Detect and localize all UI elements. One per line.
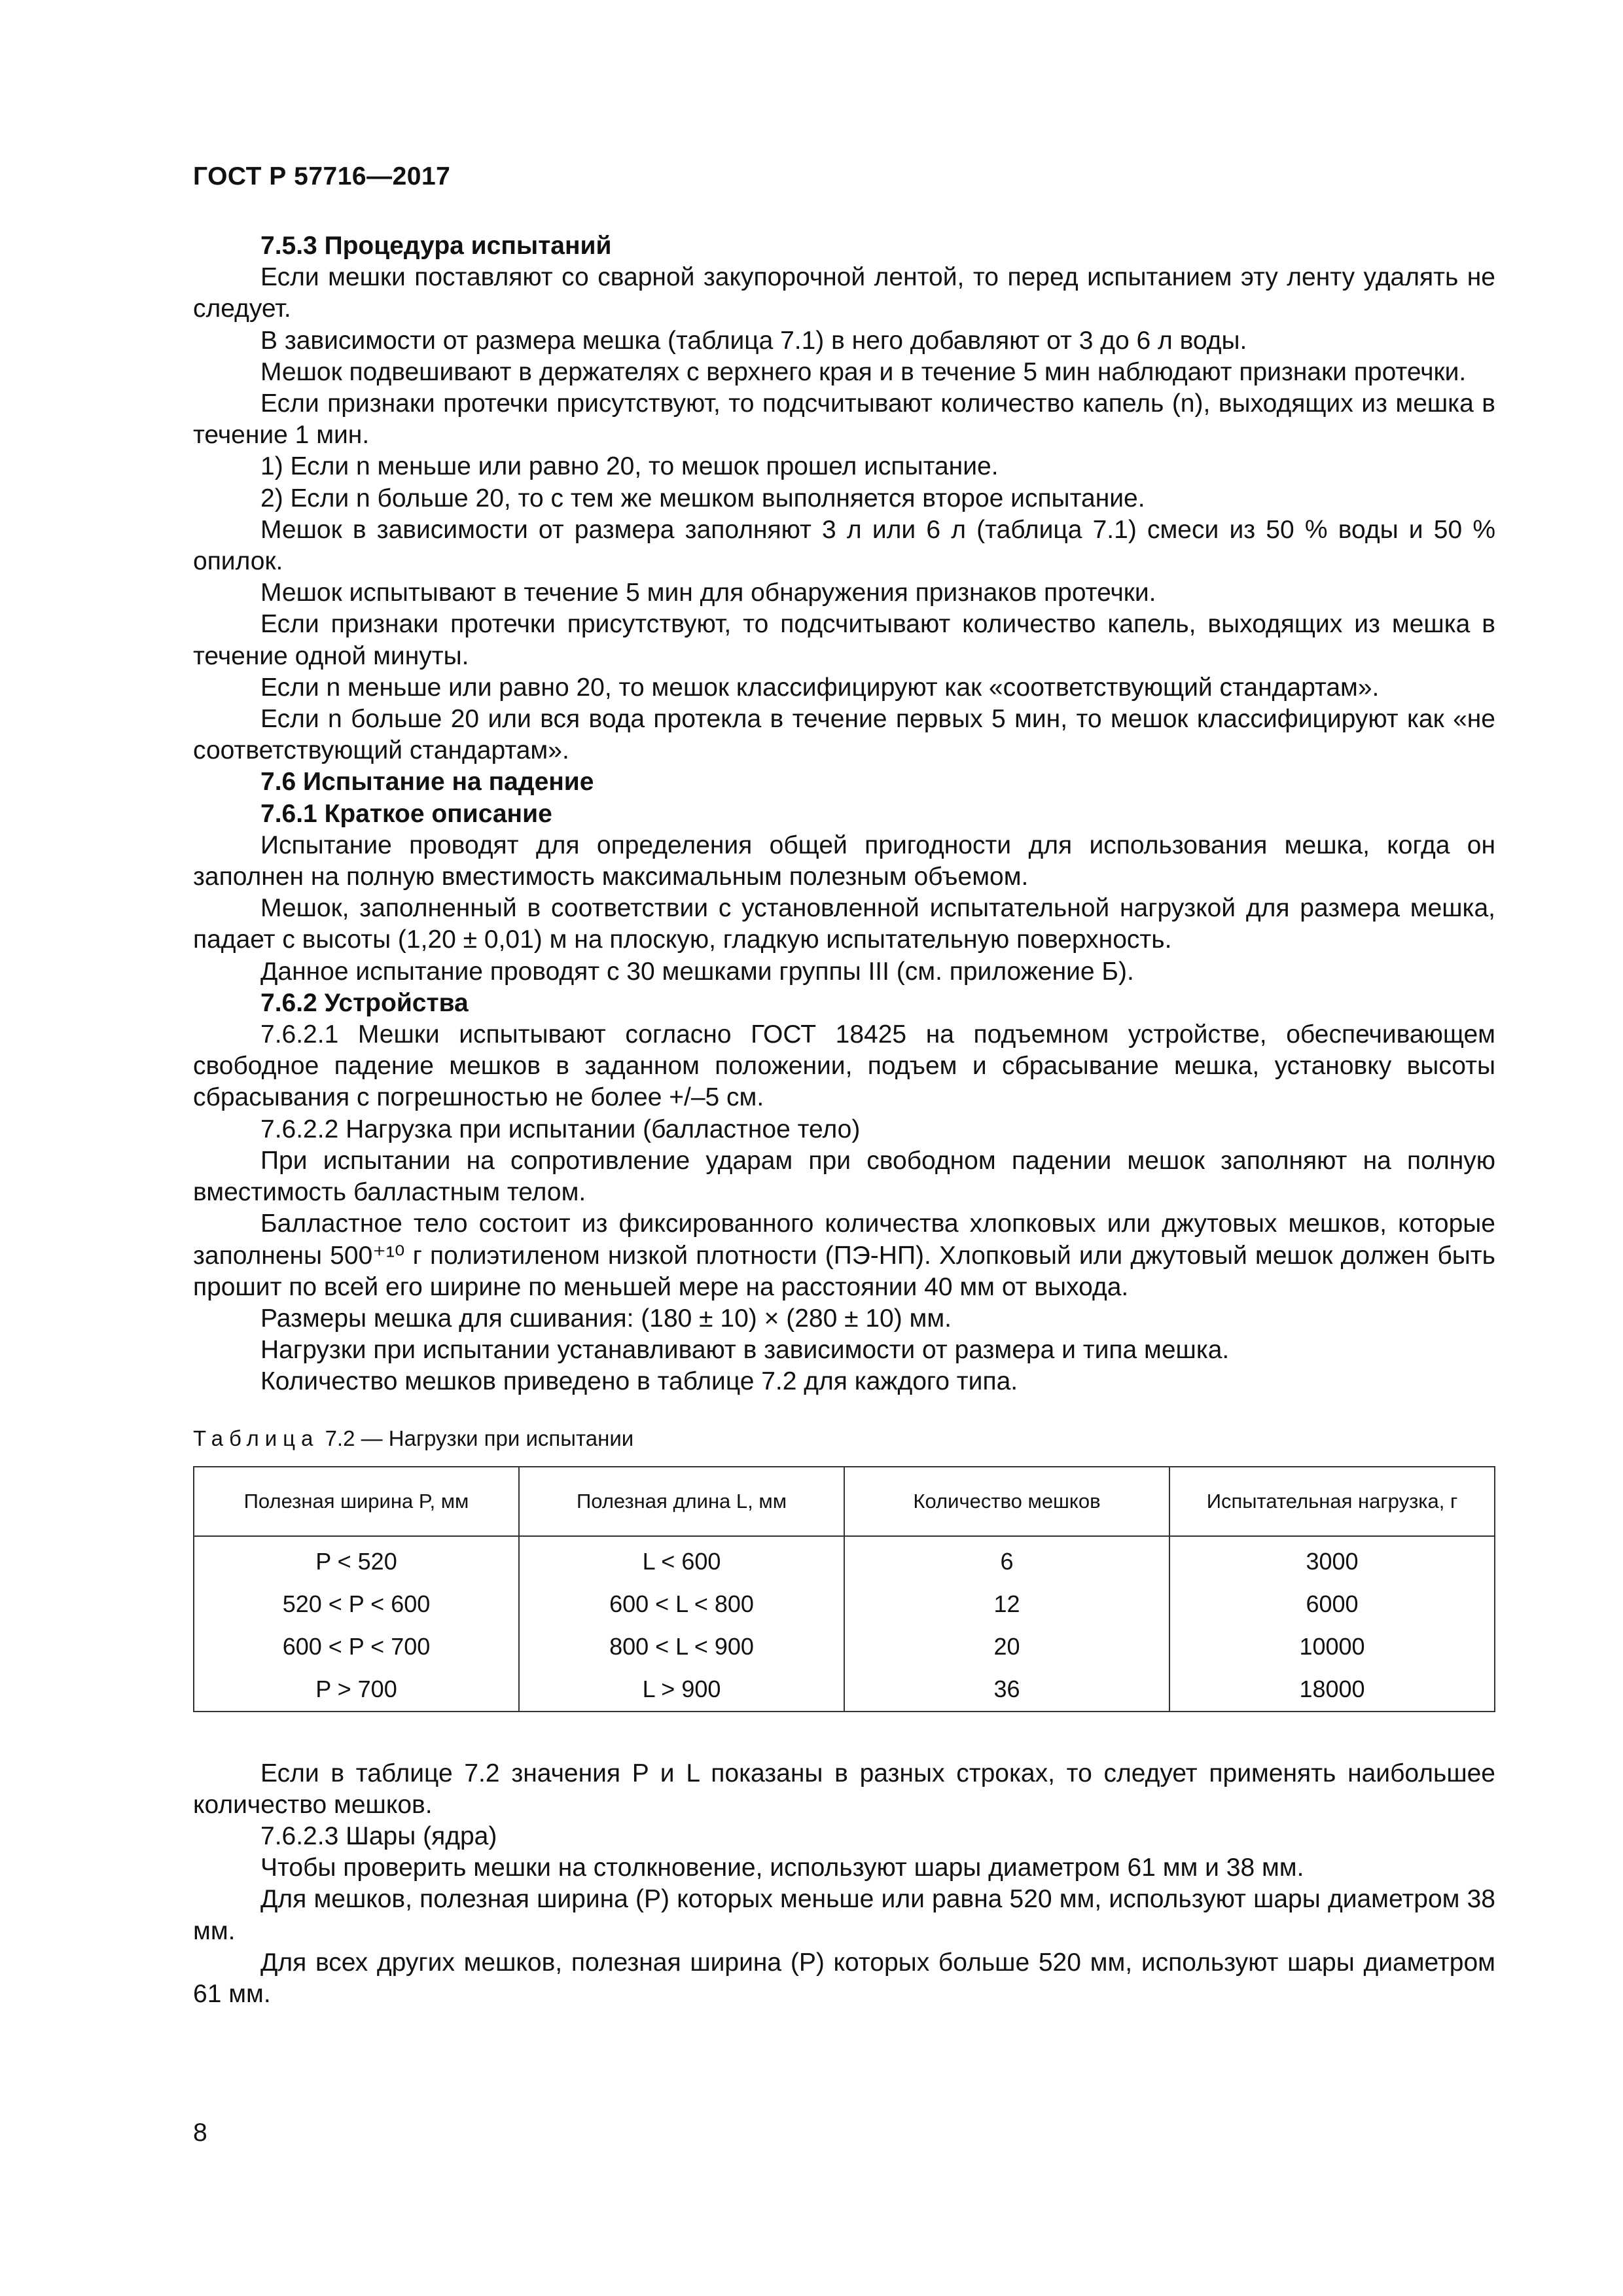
table-cell: 6000 <box>1169 1583 1495 1626</box>
paragraph: Чтобы проверить мешки на столкновение, используют шары диаметром 61 мм и 38 мм. <box>260 1854 1304 1882</box>
paragraph: Нагрузки при испытании устанавливают в зависимости от размера и типа мешка. <box>260 1336 1230 1365</box>
paragraph: Мешок испытывают в течение 5 мин для обнаружения признаков протечки. <box>260 579 1156 607</box>
table-header-cell: Количество мешков <box>844 1467 1169 1536</box>
loads-table <box>193 1466 1495 1712</box>
table-cell: P < 520 <box>194 1536 519 1583</box>
page-number: 8 <box>193 2119 207 2147</box>
paragraph: Испытание проводят для определения общей пригодности для использования мешка, когда он заполнен на полную вместимость максимальным полезным объемом. <box>193 831 1495 891</box>
table-header-cell: Полезная длина L, мм <box>519 1467 844 1536</box>
table-header-cell: Полезная ширина P, мм <box>194 1467 519 1536</box>
section-heading: 7.5.3 Процедура испытаний <box>260 232 612 260</box>
paragraph: 1) Если n меньше или равно 20, то мешок прошел испытание. <box>260 452 999 481</box>
table-cell: L < 600 <box>519 1536 844 1583</box>
paragraph: 7.6.2.2 Нагрузка при испытании (балластное тело) <box>260 1115 861 1143</box>
table-row <box>194 1583 1495 1626</box>
paragraph: Если в таблице 7.2 значения P и L показаны в разных строках, то следует применять наибольшее количество мешков. <box>193 1759 1495 1819</box>
paragraph: Балластное тело состоит из фиксированного количества хлопковых или джутовых мешков, которые заполнены 500⁺¹⁰ г полиэтиленом низкой плотности (ПЭ-НП). Хлопковый или джутовый мешок должен быть прошит по всей его ширине по меньшей мере на расстоянии 40 мм от выхода. <box>193 1210 1495 1301</box>
paragraph: Размеры мешка для сшивания: (180 ± 10) × (280 ± 10) мм. <box>260 1304 952 1333</box>
paragraph: Если признаки протечки присутствуют, то подсчитывают количество капель (n), выходящих из мешка в течение 1 мин. <box>193 389 1495 450</box>
table-cell: 600 < L < 800 <box>519 1583 844 1626</box>
paragraph: Данное испытание проводят с 30 мешками группы III (см. приложение Б). <box>260 957 1134 986</box>
table-cell: L > 900 <box>519 1668 844 1712</box>
section-heading: 7.6 Испытание на падение <box>260 768 594 797</box>
paragraph: Мешок в зависимости от размера заполняют 3 л или 6 л (таблица 7.1) смеси из 50 % воды и 50 % опилок. <box>193 515 1495 576</box>
paragraph: 7.6.2.3 Шары (ядра) <box>260 1821 497 1850</box>
section-heading: 7.6.2 Устройства <box>260 988 469 1017</box>
table-header-row <box>194 1467 1495 1536</box>
table-header-cell: Испытательная нагрузка, г <box>1169 1467 1495 1536</box>
table-row <box>194 1626 1495 1668</box>
paragraph: Для всех других мешков, полезная ширина (P) которых больше 520 мм, используют шары диаметром 61 мм. <box>193 1948 1495 2008</box>
document-header: ГОСТ Р 57716—2017 <box>193 162 451 190</box>
table-row <box>194 1536 1495 1583</box>
paragraph: Если n меньше или равно 20, то мешок классифицируют как «соответствующий стандартам». <box>260 673 1380 702</box>
table-cell: 18000 <box>1169 1668 1495 1712</box>
table-cell: 600 < P < 700 <box>194 1626 519 1668</box>
text-after-table <box>193 1758 1495 2011</box>
document-body <box>193 230 1495 2010</box>
paragraph: Если n больше 20 или вся вода протекла в течение первых 5 мин, то мешок классифицируют как «не соответствующий стандартам». <box>193 705 1495 765</box>
text-before-table <box>193 230 1495 1398</box>
table-cell: 6 <box>844 1536 1169 1583</box>
paragraph: 2) Если n больше 20, то с тем же мешком выполняется второе испытание. <box>260 484 1145 512</box>
paragraph: Если признаки протечки присутствуют, то подсчитывают количество капель, выходящих из мешка в течение одной минуты. <box>193 610 1495 670</box>
paragraph: В зависимости от размера мешка (таблица 7.1) в него добавляют от 3 до 6 л воды. <box>260 326 1247 355</box>
section-heading: 7.6.1 Краткое описание <box>260 799 552 828</box>
table-cell: 520 < P < 600 <box>194 1583 519 1626</box>
table-cell: 36 <box>844 1668 1169 1712</box>
table-cell: 12 <box>844 1583 1169 1626</box>
table-cell: 10000 <box>1169 1626 1495 1668</box>
table-caption-title: 7.2 — Нагрузки при испытании <box>325 1426 634 1450</box>
table-wrapper <box>193 1466 1495 1712</box>
table-caption <box>193 1424 1495 1453</box>
table-row <box>194 1668 1495 1712</box>
table-cell: 20 <box>844 1626 1169 1668</box>
paragraph: При испытании на сопротивление ударам при свободном падении мешок заполняют на полную вместимость балластным телом. <box>193 1146 1495 1207</box>
paragraph: Количество мешков приведено в таблице 7.2 для каждого типа. <box>260 1367 1018 1396</box>
paragraph: Для мешков, полезная ширина (P) которых меньше или равна 520 мм, используют шары диаметром 38 мм. <box>193 1885 1495 1945</box>
table-cell: 3000 <box>1169 1536 1495 1583</box>
paragraph: Мешок подвешивают в держателях с верхнего края и в течение 5 мин наблюдают признаки протечки. <box>260 357 1467 386</box>
table-cell: 800 < L < 900 <box>519 1626 844 1668</box>
paragraph: Если мешки поставляют со сварной закупорочной лентой, то перед испытанием эту ленту удалять не следует. <box>193 263 1495 323</box>
paragraph: Мешок, заполненный в соответствии с установленной испытательной нагрузкой для размера мешка, падает с высоты (1,20 ± 0,01) м на плоскую, гладкую испытательную поверхность. <box>193 894 1495 954</box>
table-cell: P > 700 <box>194 1668 519 1712</box>
table-caption-label: Таблица <box>193 1426 319 1450</box>
paragraph: 7.6.2.1 Мешки испытывают согласно ГОСТ 18425 на подъемном устройстве, обеспечивающем свободное падение мешков в заданном положении, подъем и сбрасывание мешка, установку высоты сбрасывания с погрешностью не более +/–5 см. <box>193 1020 1495 1112</box>
